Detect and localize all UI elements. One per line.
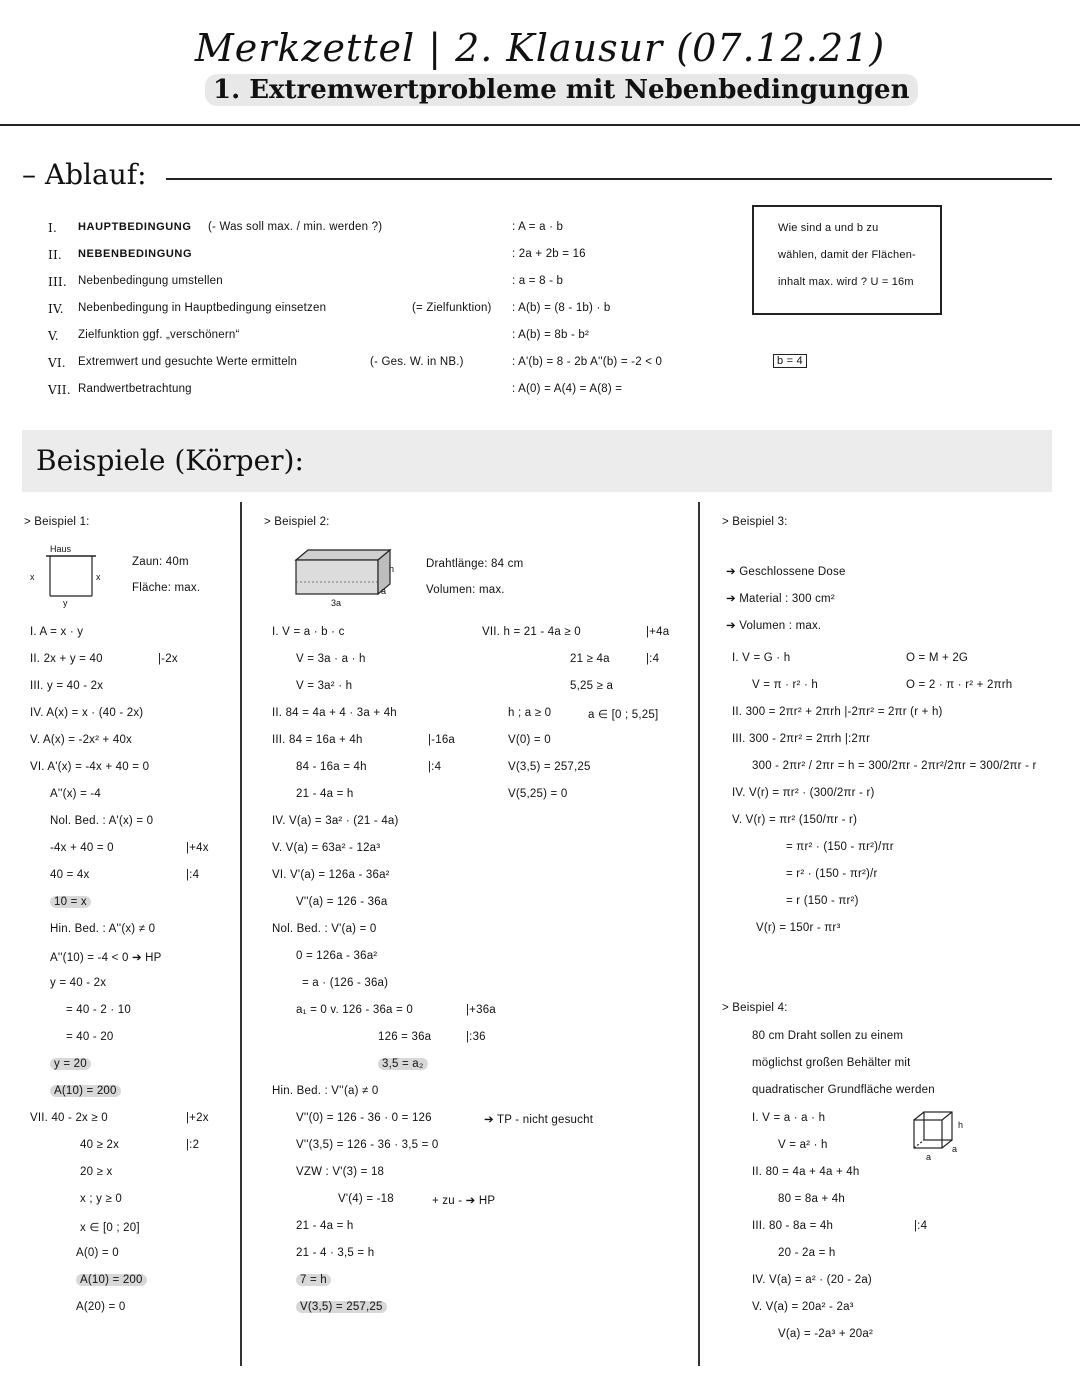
solution-line: x ∈ [0 ; 20]: [80, 1222, 140, 1234]
fence-x-right: x: [96, 572, 101, 582]
solution-line: A(10) = 200: [76, 1274, 147, 1286]
task-box-line: inhalt max. wird ? U = 16m: [778, 276, 914, 288]
beispiel-4-text-line: quadratischer Grundfläche werden: [752, 1084, 935, 1096]
beispiele-heading: Beispiele (Körper):: [36, 444, 304, 477]
solution-line: VI. A'(x) = -4x + 40 = 0: [30, 761, 150, 773]
solution-line: 21 - 4 · 3,5 = h: [296, 1247, 375, 1259]
solution-line: V. A(x) = -2x² + 40x: [30, 734, 133, 746]
solution-line: 84 - 16a = 4h: [296, 761, 367, 773]
solution-line: I. V = a · a · h: [752, 1112, 826, 1124]
solution-line: V''(3,5) = 126 - 36 · 3,5 = 0: [296, 1139, 439, 1151]
solution-line: II. 300 = 2πr² + 2πrh |-2πr² = 2πr (r + h): [732, 706, 943, 718]
solution-line: V = a² · h: [778, 1139, 828, 1151]
cuboid-a-label: a: [381, 586, 387, 596]
solution-line: V''(a) = 126 - 36a: [296, 896, 388, 908]
solution-line: Nol. Bed. : A'(x) = 0: [50, 815, 154, 827]
solution-line: VZW : V'(3) = 18: [296, 1166, 385, 1178]
solution-line: III. 80 - 8a = 4h: [752, 1220, 834, 1232]
cuboid-h-label: h: [389, 564, 395, 574]
solution-line-note: O = M + 2G: [906, 652, 969, 664]
solution-line: IV. V(a) = 3a² · (21 - 4a): [272, 815, 399, 827]
solution-line: V(r) = 150r - πr³: [756, 922, 841, 934]
ablauf-divider: [166, 178, 1052, 180]
ablauf-step-number: VI.: [48, 356, 66, 370]
solution-line-note: |-16a: [428, 734, 456, 746]
solution-line: I. A = x · y: [30, 626, 84, 638]
solution-line-note: |+2x: [186, 1112, 209, 1124]
volumen-label: Volumen: max.: [426, 584, 505, 596]
solution-line: V = 3a² · h: [296, 680, 353, 692]
solution-line: V. V(a) = 63a² - 12a³: [272, 842, 381, 854]
solution-line: A''(x) = -4: [50, 788, 102, 800]
beispiel-4-text-line: 80 cm Draht sollen zu einem: [752, 1030, 904, 1042]
b-result: b = 4: [773, 354, 807, 368]
solution-line-note: |:2: [186, 1139, 200, 1151]
solution-line-note: |+4x: [186, 842, 209, 854]
solution-line: 20 ≥ x: [80, 1166, 113, 1178]
solution-line: -4x + 40 = 0: [50, 842, 114, 854]
ablauf-step-example: : 2a + 2b = 16: [512, 248, 586, 260]
drahtlaenge-label: Drahtlänge: 84 cm: [426, 558, 524, 570]
page-subtitle: 1. Extremwertprobleme mit Nebenbedingungen: [205, 74, 918, 106]
solution-line: a₁ = 0 v. 126 - 36a = 0: [296, 1004, 413, 1016]
solution-line-note: ➔ TP - nicht gesucht: [484, 1114, 594, 1126]
solution-line: II. 80 = 4a + 4a + 4h: [752, 1166, 860, 1178]
solution-line: x ; y ≥ 0: [80, 1193, 122, 1205]
ablauf-step-text: Nebenbedingung in Hauptbedingung einsetzen: [78, 302, 327, 314]
solution-line-note: |:36: [466, 1031, 486, 1043]
ablauf-step-number: VII.: [48, 383, 71, 397]
solution-line-note: |:4: [914, 1220, 928, 1232]
ablauf-step-number: V.: [48, 329, 59, 343]
solution-line: V = π · r² · h: [752, 679, 819, 691]
ablauf-step-number: IV.: [48, 302, 64, 316]
column-divider-2: [698, 502, 700, 1366]
beispiel-4-text-line: möglichst großen Behälter mit: [752, 1057, 911, 1069]
solution-line: = r² · (150 - πr²)/r: [786, 868, 878, 880]
solution-line: y = 20: [50, 1058, 91, 1070]
solution-line: V. V(a) = 20a² - 2a³: [752, 1301, 854, 1313]
solution-line: III. y = 40 - 2x: [30, 680, 104, 692]
solution-line-note: |:4: [428, 761, 442, 773]
solution-line: V(a) = -2a³ + 20a²: [778, 1328, 874, 1340]
solution-line: 40 ≥ 2x: [80, 1139, 120, 1151]
solution-line: VI. V'(a) = 126a - 36a²: [272, 869, 390, 881]
fence-x-left: x: [30, 572, 35, 582]
solution-line: = r (150 - πr²): [786, 895, 859, 907]
randwert-line: 5,25 ≥ a: [570, 680, 614, 692]
ablauf-step-text: Zielfunktion ggf. „verschönern“: [78, 329, 240, 341]
solution-line: III. 84 = 16a + 4h: [272, 734, 363, 746]
solution-line: I. V = a · b · c: [272, 626, 345, 638]
task-box-line: wählen, damit der Flächen-: [778, 249, 916, 261]
solution-line: A(10) = 200: [50, 1085, 121, 1097]
randwert-line-note: |+4a: [646, 626, 670, 638]
solution-line: = πr² · (150 - πr²)/πr: [786, 841, 894, 853]
ablauf-step-text: NEBENBEDINGUNG: [78, 248, 193, 260]
solution-line: 21 - 4a = h: [296, 1220, 354, 1232]
solution-line: 3,5 = a₂: [378, 1058, 428, 1070]
solution-line: 80 = 8a + 4h: [778, 1193, 845, 1205]
randwert-line: VII. h = 21 - 4a ≥ 0: [482, 626, 581, 638]
cuboid-3a-label: 3a: [331, 598, 342, 608]
solution-line: y = 40 - 2x: [50, 977, 107, 989]
ablauf-step-example: : A(0) = A(4) = A(8) =: [512, 383, 623, 395]
solution-line: Hin. Bed. : A''(x) ≠ 0: [50, 923, 156, 935]
solution-line: 300 - 2πr² / 2πr = h = 300/2πr - 2πr²/2πr = 300/2πr - r: [752, 760, 1037, 772]
solution-line: = 40 - 20: [66, 1031, 114, 1043]
solution-line: Hin. Bed. : V''(a) ≠ 0: [272, 1085, 379, 1097]
ablauf-step-text: Nebenbedingung umstellen: [78, 275, 223, 287]
randwert-line: V(5,25) = 0: [508, 788, 568, 800]
solution-line: V(3,5) = 257,25: [296, 1301, 387, 1313]
square-box-a1-label: a: [926, 1152, 932, 1162]
solution-line: IV. V(r) = πr² · (300/2πr - r): [732, 787, 875, 799]
solution-line: = 40 - 2 · 10: [66, 1004, 131, 1016]
solution-line: IV. A(x) = x · (40 - 2x): [30, 707, 144, 719]
column-divider-1: [240, 502, 242, 1366]
page-title: Merkzettel | 2. Klausur (07.12.21): [194, 26, 886, 70]
randwert-line-note: a ∈ [0 ; 5,25]: [588, 709, 659, 721]
ablauf-step-note: (- Ges. W. in NB.): [370, 356, 464, 368]
solution-line: Nol. Bed. : V'(a) = 0: [272, 923, 377, 935]
solution-line: = a · (126 - 36a): [302, 977, 389, 989]
solution-line: 40 = 4x: [50, 869, 90, 881]
ablauf-step-number: III.: [48, 275, 67, 289]
header-divider: [0, 124, 1080, 126]
solution-line: A(20) = 0: [76, 1301, 126, 1313]
beispiel-1-title: > Beispiel 1:: [24, 516, 90, 528]
ablauf-step-note: (= Zielfunktion): [412, 302, 492, 314]
solution-line-note: |:4: [186, 869, 200, 881]
solution-line: V'(4) = -18: [338, 1193, 394, 1205]
ablauf-step-note: (- Was soll max. / min. werden ?): [208, 221, 383, 233]
solution-line-note: |-2x: [158, 653, 178, 665]
beispiel-2-title: > Beispiel 2:: [264, 516, 330, 528]
square-box-h-label: h: [958, 1120, 964, 1130]
solution-line: V = 3a · a · h: [296, 653, 366, 665]
randwert-line: V(0) = 0: [508, 734, 551, 746]
ablauf-step-text: HAUPTBEDINGUNG: [78, 221, 192, 233]
haus-label: Haus: [50, 544, 72, 554]
square-box-a2-label: a: [952, 1144, 958, 1154]
solution-line: A''(10) = -4 < 0 ➔ HP: [50, 952, 162, 964]
randwert-line: 21 ≥ 4a: [570, 653, 610, 665]
ablauf-step-number: II.: [48, 248, 62, 262]
given-item: ➔ Material : 300 cm²: [726, 593, 835, 605]
solution-line: V''(0) = 126 - 36 · 0 = 126: [296, 1112, 432, 1124]
ablauf-step-example: : A = a · b: [512, 221, 564, 233]
ablauf-step-example: : A'(b) = 8 - 2b A''(b) = -2 < 0: [512, 356, 663, 368]
randwert-line: V(3,5) = 257,25: [508, 761, 591, 773]
task-box-line: Wie sind a und b zu: [778, 222, 879, 234]
solution-line-note: O = 2 · π · r² + 2πrh: [906, 679, 1013, 691]
ablauf-heading: – Ablauf:: [22, 158, 147, 191]
solution-line: 10 = x: [50, 896, 91, 908]
flaeche-label: Fläche: max.: [132, 582, 201, 594]
solution-line: I. V = G · h: [732, 652, 791, 664]
solution-line: 21 - 4a = h: [296, 788, 354, 800]
given-item: ➔ Geschlossene Dose: [726, 566, 846, 578]
solution-line-note: |+36a: [466, 1004, 496, 1016]
randwert-line-note: |:4: [646, 653, 660, 665]
beispiel-3-title: > Beispiel 3:: [722, 516, 788, 528]
solution-line: 20 - 2a = h: [778, 1247, 836, 1259]
solution-line: 126 = 36a: [378, 1031, 432, 1043]
ablauf-step-example: : A(b) = 8b - b²: [512, 329, 590, 341]
ablauf-step-example: : A(b) = (8 - 1b) · b: [512, 302, 611, 314]
ablauf-step-text: Extremwert und gesuchte Werte ermitteln: [78, 356, 298, 368]
solution-line: A(0) = 0: [76, 1247, 119, 1259]
solution-line: III. 300 - 2πr² = 2πrh |:2πr: [732, 733, 871, 745]
solution-line: V. V(r) = πr² (150/πr - r): [732, 814, 858, 826]
ablauf-step-number: I.: [48, 221, 57, 235]
beispiel-4-title: > Beispiel 4:: [722, 1002, 788, 1014]
solution-line: II. 2x + y = 40: [30, 653, 103, 665]
randwert-line: h ; a ≥ 0: [508, 707, 552, 719]
solution-line: 0 = 126a - 36a²: [296, 950, 378, 962]
fence-y-bottom: y: [63, 598, 68, 608]
solution-line: IV. V(a) = a² · (20 - 2a): [752, 1274, 872, 1286]
solution-line: II. 84 = 4a + 4 · 3a + 4h: [272, 707, 397, 719]
ablauf-step-example: : a = 8 - b: [512, 275, 564, 287]
ablauf-step-text: Randwertbetrachtung: [78, 383, 192, 395]
fence-sketch: [40, 554, 100, 600]
solution-line: 7 = h: [296, 1274, 331, 1286]
zaun-label: Zaun: 40m: [132, 556, 189, 568]
given-item: ➔ Volumen : max.: [726, 620, 822, 632]
solution-line: VII. 40 - 2x ≥ 0: [30, 1112, 108, 1124]
solution-line-note: + zu - ➔ HP: [432, 1195, 496, 1207]
